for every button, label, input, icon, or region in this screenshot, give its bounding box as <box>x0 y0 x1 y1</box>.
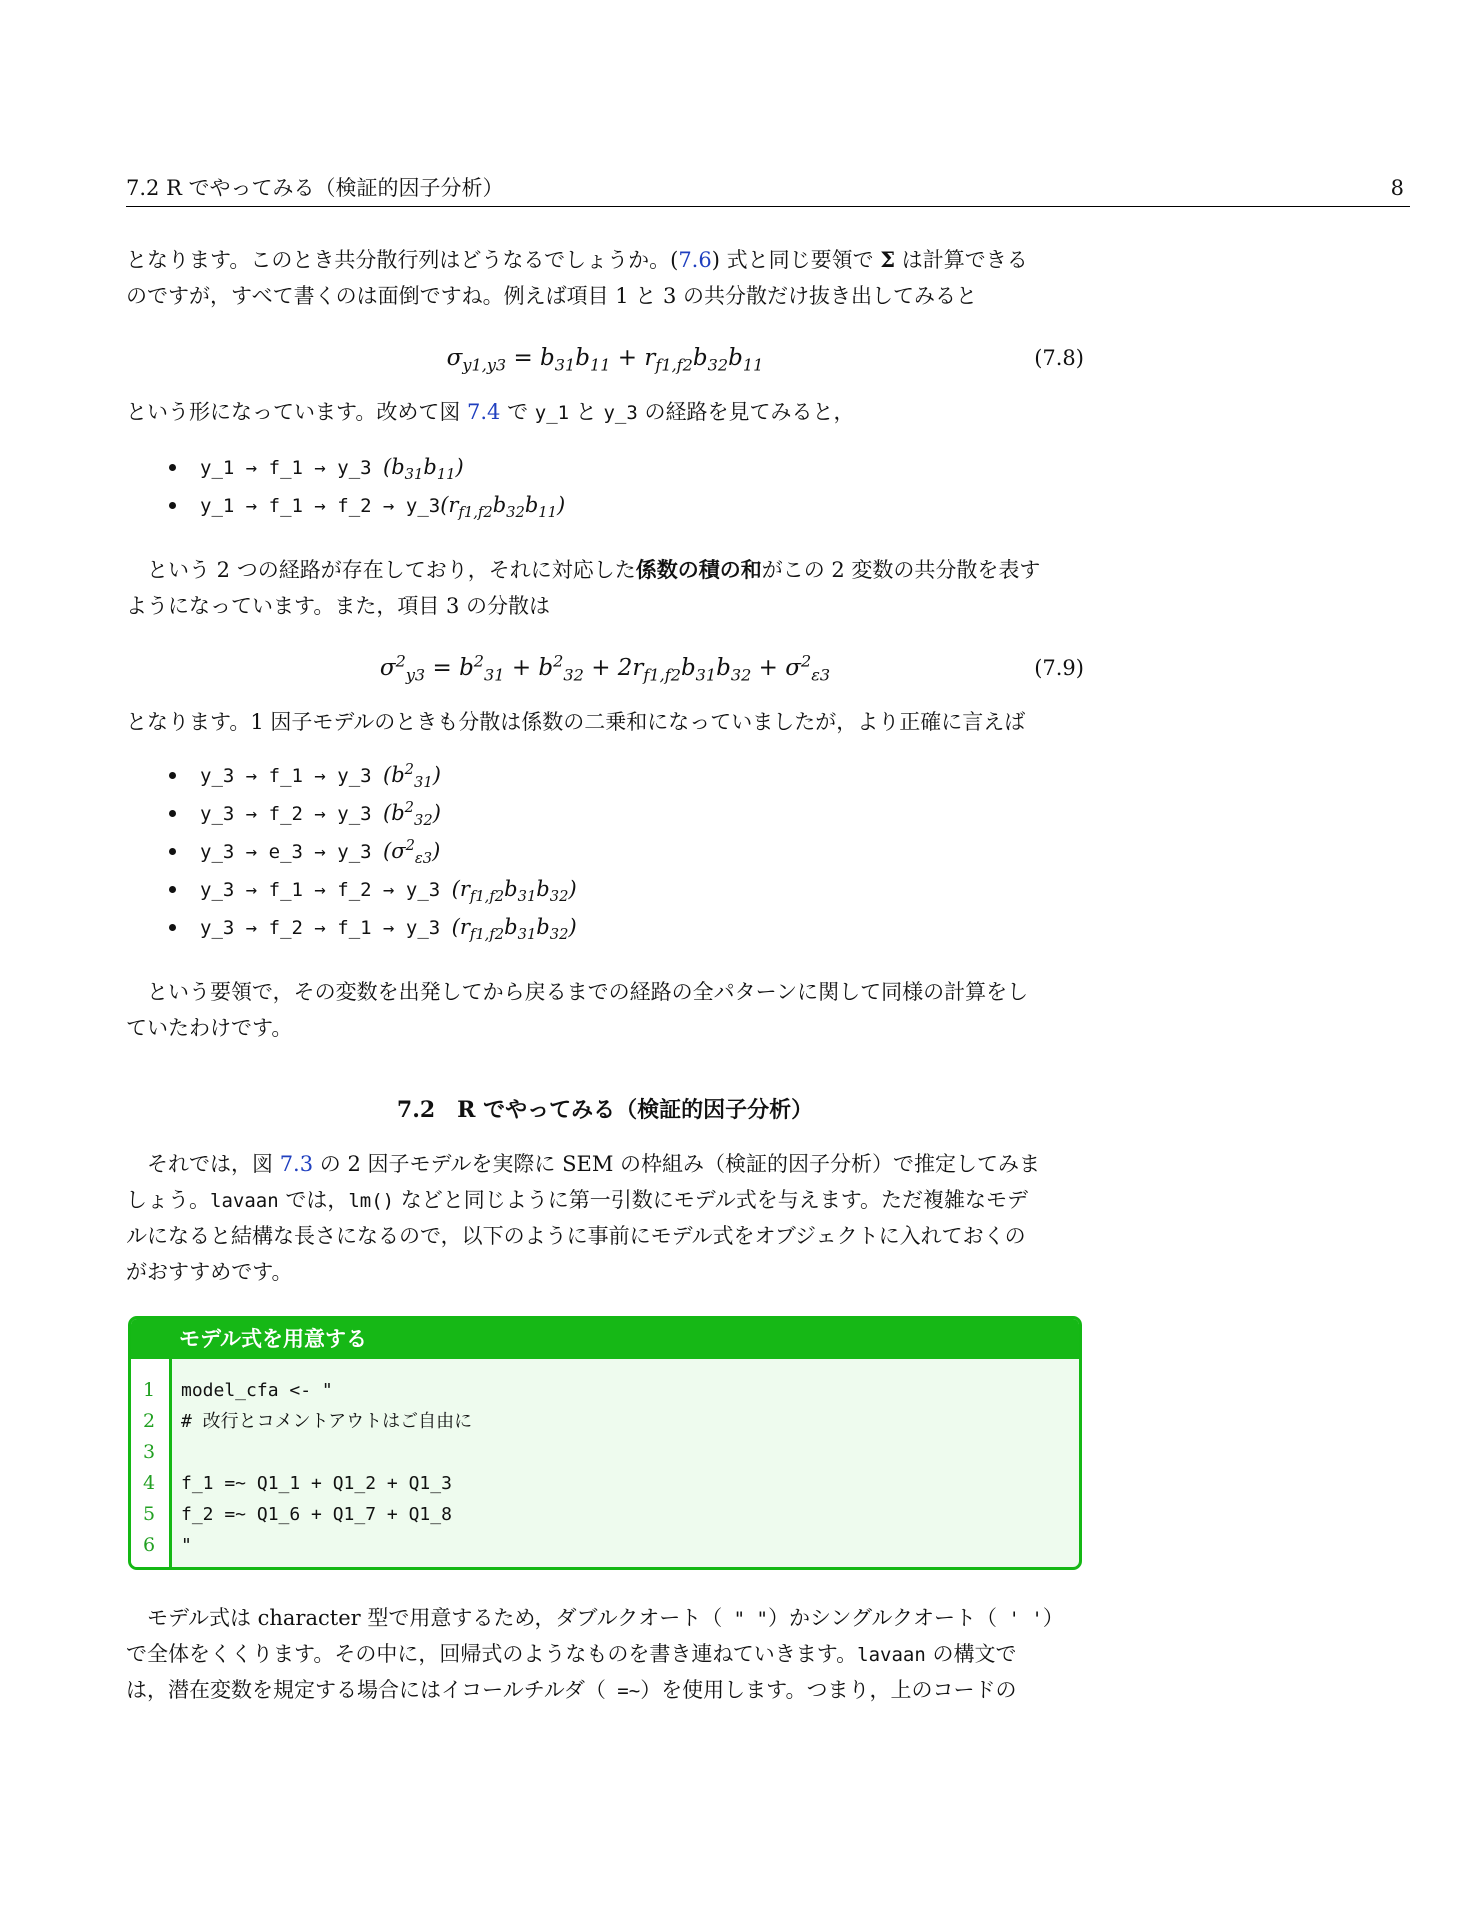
code-text: f_1 =~ Q1_1 + Q1_2 + Q1_3 <box>181 1473 452 1494</box>
sigma-symbol: Σ <box>880 247 896 272</box>
path-code: y_3 → f_1 → f_2 → y_3 <box>200 879 452 901</box>
paragraph-model-syntax-line3 <box>126 1672 1084 1709</box>
text-run: となります。このとき共分散行列はどうなるでしょうか。( <box>126 248 679 272</box>
text-run: と <box>569 400 604 424</box>
paragraph-path-summary: という要領で，その変数を出発してから戻るまでの経路の全パターンに関して同様の計算をし <box>147 980 1029 1004</box>
line-number: 5 <box>143 1503 156 1525</box>
line-number: 1 <box>143 1379 156 1401</box>
path-term: $(r_{f1,f2}b_{32}b_{11})$ <box>440 493 566 522</box>
paragraph-covariance-intro <box>126 242 1084 278</box>
bullet-icon <box>169 886 176 893</box>
code-text: f_2 =~ Q1_6 + Q1_7 + Q1_8 <box>181 1504 452 1525</box>
path-code: y_3 → e_3 → y_3 <box>200 841 384 863</box>
text-run: ) 式と同じ要領で <box>711 248 881 272</box>
paragraph-lavaan-intro-line2 <box>126 1182 1084 1219</box>
path-code: y_3 → f_1 → y_3 <box>200 765 384 787</box>
bullet-icon <box>169 924 176 931</box>
path-code: y_1 → f_1 → y_3 <box>200 457 384 479</box>
text-run: の経路を見てみると， <box>637 400 855 424</box>
paragraph-sum-of-products <box>126 552 1084 588</box>
line-number: 2 <box>143 1410 156 1432</box>
paragraph-lavaan-intro-line4: がおすすめです。 <box>126 1260 293 1284</box>
emphasis-text: 係数の積の和 <box>635 558 762 582</box>
list-item <box>126 794 1084 832</box>
path-term: $(r_{f1,f2}b_{31}b_{32})$ <box>451 915 577 944</box>
path-code: y_3 → f_2 → f_1 → y_3 <box>200 917 452 939</box>
code-text: " <box>181 1535 192 1556</box>
paragraph-variance-note: となります。1 因子モデルのときも分散は係数の二乗和になっていましたが，より正確に言えば <box>126 710 1026 734</box>
page-number: 8 <box>1390 176 1404 200</box>
text-run: モデル式は character 型で用意するため，ダブルクオート（ <box>147 1606 723 1630</box>
text-run: という 2 つの経路が存在しており，それに対応した <box>147 558 636 582</box>
bullet-icon <box>169 502 176 509</box>
equation-7-8 <box>126 338 1084 378</box>
inline-code: ' ' <box>997 1608 1043 1630</box>
running-header <box>126 170 1410 207</box>
figure-ref-link[interactable]: 7.3 <box>279 1152 314 1176</box>
inline-code: y_3 <box>603 402 638 424</box>
paragraph-model-syntax <box>126 1600 1084 1637</box>
code-listing <box>128 1316 1082 1570</box>
text-run: の構文で <box>925 1642 1017 1666</box>
inline-code: lavaan <box>857 1644 926 1666</box>
path-term: $(b^2_{31})$ <box>383 761 441 792</box>
bullet-icon <box>169 810 176 817</box>
bullet-icon <box>169 464 176 471</box>
inline-code: lavaan <box>210 1190 279 1212</box>
path-code: y_1 → f_1 → f_2 → y_3 <box>200 495 441 517</box>
bullet-icon <box>169 848 176 855</box>
path-code: y_3 → f_2 → y_3 <box>200 803 384 825</box>
code-listing-title: モデル式を用意する <box>131 1319 1079 1359</box>
text-run: がこの 2 変数の共分散を表す <box>761 558 1041 582</box>
code-text: model_cfa <- " <box>181 1380 333 1401</box>
equation-body: $\sigma_{y1,y3} = b_{31}b_{11} + r_{f1,f2}b_{32}b_{11}$ <box>446 345 764 375</box>
path-term: $(b_{31}b_{11})$ <box>383 455 464 484</box>
inline-code: lm() <box>348 1190 395 1212</box>
text-run: は計算できる <box>895 248 1028 272</box>
paragraph-lavaan-intro <box>126 1146 1084 1182</box>
path-term: $(b^2_{32})$ <box>383 799 441 830</box>
bullet-icon <box>169 772 176 779</box>
equation-7-9 <box>126 648 1084 688</box>
text-run: の 2 因子モデルを実際に SEM の枠組み（検証的因子分析）で推定してみま <box>313 1152 1040 1176</box>
text-run: で全体をくくります。その中に，回帰式のようなものを書き連ねていきます。 <box>126 1642 858 1666</box>
list-item <box>126 908 1084 946</box>
list-item <box>126 832 1084 870</box>
inline-code: y_1 <box>534 402 570 424</box>
paragraph-covariance-intro-line2: のですが，すべて書くのは面倒ですね。例えば項目 1 と 3 の共分散だけ抜き出してみると <box>126 284 977 308</box>
paragraph-path-intro <box>126 394 1084 431</box>
equation-number: (7.8) <box>1034 346 1084 370</box>
path-term: $(\sigma^2_{\varepsilon 3})$ <box>383 837 441 868</box>
paragraph-model-syntax-line2 <box>126 1636 1084 1673</box>
text-run: などと同じように第一引数にモデル式を与えます。ただ複雑なモデ <box>394 1188 1029 1212</box>
equation-ref-link[interactable]: 7.6 <box>678 248 712 272</box>
code-text: # 改行とコメントアウトはご自由に <box>181 1411 473 1432</box>
text-run: ） <box>1042 1606 1064 1630</box>
path-list-variance <box>126 756 1084 946</box>
line-number: 4 <box>143 1472 156 1494</box>
list-item <box>126 870 1084 908</box>
path-list-covariance <box>126 448 1084 524</box>
paragraph-sum-of-products-line2: ようになっています。また，項目 3 の分散は <box>126 594 551 618</box>
text-run: ）を使用します。つまり，上のコードの <box>640 1678 1017 1702</box>
line-number: 6 <box>143 1534 156 1556</box>
equation-body: $\sigma^2_{y3} = b^2_{31} + b^2_{32} + 2r_{f1,f2}b_{31}b_{32} + \sigma^2_{\varepsilon 3}$ <box>379 651 831 685</box>
text-run: で <box>500 400 535 424</box>
list-item <box>126 756 1084 794</box>
text-run: では， <box>278 1188 349 1212</box>
text-run: という形になっています。改めて図 <box>126 400 467 424</box>
text-run: しょう。 <box>126 1188 210 1212</box>
text-run: それでは，図 <box>147 1152 280 1176</box>
inline-code: " " <box>722 1608 768 1630</box>
paragraph-path-summary-line2: ていたわけです。 <box>126 1016 293 1040</box>
inline-code: =~ <box>605 1680 641 1702</box>
figure-ref-link[interactable]: 7.4 <box>467 400 501 424</box>
equation-number: (7.9) <box>1034 656 1084 680</box>
line-number: 3 <box>143 1441 156 1463</box>
running-head-section: 7.2 R でやってみる（検証的因子分析） <box>126 176 504 200</box>
list-item <box>126 448 1084 486</box>
text-run: は，潜在変数を規定する場合にはイコールチルダ（ <box>126 1678 606 1702</box>
text-run: ）かシングルクオート（ <box>768 1606 998 1630</box>
path-term: $(r_{f1,f2}b_{31}b_{32})$ <box>451 877 577 906</box>
paragraph-lavaan-intro-line3: ルになると結構な長さになるので，以下のように事前にモデル式をオブジェクトに入れておくの <box>126 1224 1026 1248</box>
section-title: 7.2 R でやってみる（検証的因子分析） <box>396 1097 814 1123</box>
list-item <box>126 486 1084 524</box>
